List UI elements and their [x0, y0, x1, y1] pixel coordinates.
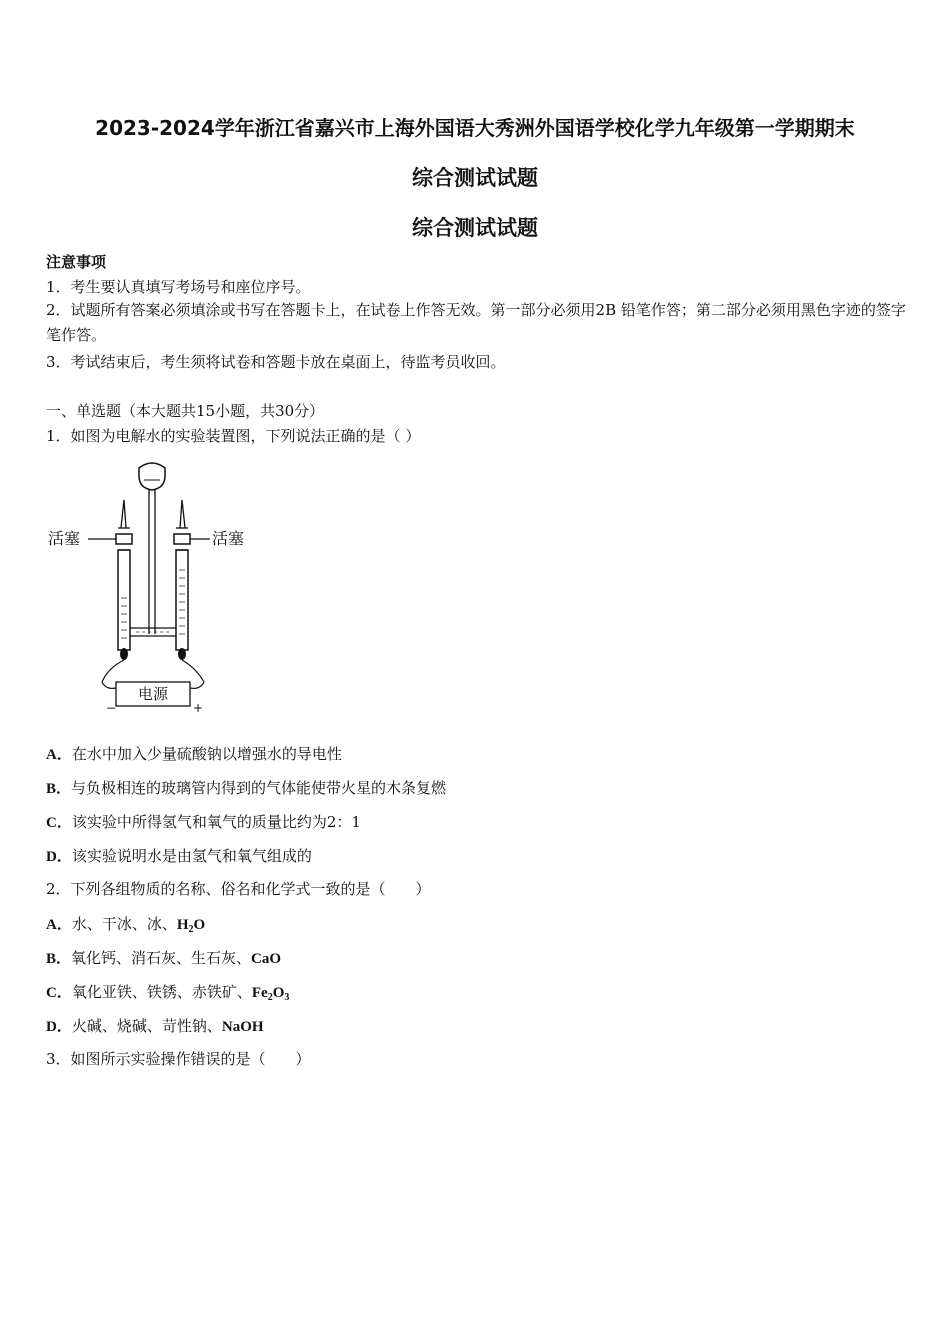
left-stopcock-label: 活塞	[48, 529, 81, 548]
notice-item-1: 1．考生要认真填写考场号和座位序号。	[46, 278, 311, 296]
q2-option-b-label: B．	[46, 951, 72, 967]
q1-option-d-text: 该实验说明水是由氢气和氧气组成的	[71, 847, 312, 865]
q2-option-d	[46, 1015, 264, 1036]
question-3-stem: 3．如图所示实验操作错误的是（ ）	[46, 1050, 311, 1068]
q2-option-b	[46, 947, 281, 968]
q2-option-a-formula-sub: 2	[188, 924, 194, 935]
exam-title-line-1: 2023-2024学年浙江省嘉兴市上海外国语大秀洲外国语学校化学九年级第一学期期末	[95, 116, 855, 140]
negative-terminal-sign: −	[106, 701, 117, 715]
right-stopcock-label: 活塞	[212, 529, 245, 548]
q1-option-b-label: B．	[46, 781, 72, 797]
q2-option-c	[46, 981, 289, 1003]
q2-option-a-formula-o: O	[193, 917, 206, 933]
q2-option-c-text: 氧化亚铁、铁锈、赤铁矿、	[71, 983, 252, 1001]
q1-option-c	[46, 811, 361, 832]
q2-option-d-formula: NaOH	[221, 1019, 264, 1035]
exam-title-line-2: 综合测试试题	[412, 166, 538, 190]
q2-option-c-label: C．	[46, 985, 72, 1001]
q1-option-a	[46, 743, 342, 764]
q2-option-c-formula-fe: Fe	[251, 985, 268, 1001]
q2-option-a	[46, 913, 205, 935]
question-1-stem: 1．如图为电解水的实验装置图，下列说法正确的是（ ）	[46, 427, 421, 445]
notice-heading: 注意事项	[46, 253, 107, 271]
exam-title-line-3: 综合测试试题	[412, 216, 538, 240]
q1-option-c-text: 该实验中所得氢气和氧气的质量比约为2：1	[71, 813, 361, 831]
q1-option-b	[46, 777, 446, 798]
q1-option-d	[46, 845, 312, 866]
q1-option-c-label: C．	[46, 815, 72, 831]
q2-option-b-formula: CaO	[251, 951, 282, 967]
notice-item-2: 2．试题所有答案必须填涂或书写在答题卡上，在试卷上作答无效。第一部分必须用2B 铅笔作答；第二部分必须用黑色字迹的签字笔作答。	[46, 301, 906, 344]
section-heading: 一、单选题（本大题共15小题，共30分）	[46, 402, 325, 420]
q1-option-a-text: 在水中加入少量硫酸钠以增强水的导电性	[71, 745, 342, 763]
q2-option-a-formula-h: H	[176, 917, 189, 933]
q1-option-a-label: A．	[46, 747, 72, 763]
electrolysis-apparatus-figure	[44, 458, 264, 718]
q2-option-a-label: A．	[46, 917, 72, 933]
notice-item-3: 3．考试结束后，考生须将试卷和答题卡放在桌面上，待监考员收回。	[46, 353, 506, 371]
question-2-stem: 2．下列各组物质的名称、俗名和化学式一致的是（ ）	[46, 880, 431, 898]
positive-terminal-sign: +	[193, 701, 204, 715]
q1-option-d-label: D．	[46, 849, 72, 865]
q2-option-c-formula-sub-1: 2	[267, 992, 273, 1003]
q2-option-a-text: 水、干冰、冰、	[71, 915, 177, 933]
q2-option-c-formula-sub-2: 3	[284, 992, 290, 1003]
power-source-label: 电源	[137, 685, 169, 703]
q2-option-d-label: D．	[46, 1019, 72, 1035]
q1-option-b-text: 与负极相连的玻璃管内得到的气体能使带火星的木条复燃	[71, 779, 447, 797]
q2-option-c-formula-o: O	[272, 985, 285, 1001]
q2-option-d-text: 火碱、烧碱、苛性钠、	[71, 1017, 222, 1035]
q2-option-b-text: 氧化钙、消石灰、生石灰、	[71, 949, 252, 967]
